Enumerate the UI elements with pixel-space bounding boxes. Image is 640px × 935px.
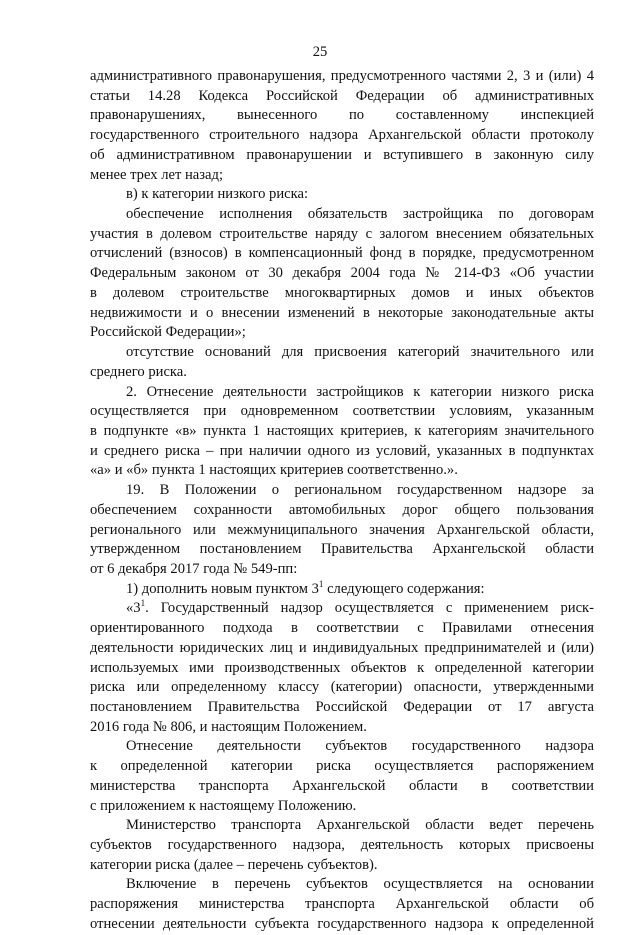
- text-line: категории риска (далее – перечень субъектов).: [90, 856, 378, 873]
- text-line: постановлением Правительства Российской Федерации от 17 августа: [90, 699, 594, 715]
- text-line: отсутствие оснований для присвоения категорий значительного или: [126, 344, 594, 361]
- text-line: в) к категории низкого риска:: [126, 186, 309, 203]
- text-line: Министерство транспорта Архангельской области ведет перечень: [126, 817, 594, 834]
- text-line: недвижимости и о внесении изменений в некоторые законодательные акты: [90, 304, 594, 321]
- text-line: Отнесение деятельности субъектов государственного надзора: [126, 738, 594, 755]
- text-line: от 6 декабря 2017 года № 549-пп:: [90, 560, 298, 577]
- text-line: в долевом строительстве многоквартирных домов и иных объектов: [90, 284, 594, 301]
- text-line: обеспечением сохранности автомобильных дорог общего пользования: [90, 501, 594, 518]
- text-line: среднего риска.: [90, 363, 187, 380]
- text-line: 2016 года № 806, и настоящим Положением.: [90, 718, 367, 735]
- text-line: министерства транспорта Архангельской области в соответствии: [90, 777, 594, 794]
- text-line: 2. Отнесение деятельности застройщиков к категории низкого риска: [126, 383, 594, 400]
- page-number: 25: [312, 44, 328, 60]
- document-body: [90, 67, 594, 935]
- text-line: распоряжения министерства транспорта Архангельской области об: [90, 896, 594, 913]
- text-line: участия в долевом строительстве наряду с залогом внесением обязательных: [90, 225, 594, 242]
- text-line: правонарушениях, вынесенного по составленному инспекцией: [90, 107, 594, 124]
- text-line: к определенной категории риска осуществляется распоряжением: [90, 758, 594, 775]
- text-line: «а» и «б» пункта 1 настоящих критериев соответственно.».: [90, 462, 458, 479]
- text-line: государственного строительного надзора Архангельской области протоколу: [90, 127, 594, 144]
- text-line: утвержденном постановлением Правительства Архангельской области: [90, 541, 594, 558]
- text-line: статьи 14.28 Кодекса Российской Федерации об административных: [90, 87, 594, 104]
- text-line: с приложением к настоящему Положению.: [90, 797, 357, 814]
- text-line: Включение в перечень субъектов осуществляется на основании: [126, 876, 594, 893]
- text-line: 1) дополнить новым пунктом $3^1$ следующего содержания:: [126, 579, 485, 597]
- text-line: Российской Федерации»;: [90, 324, 246, 341]
- text-line: и среднего риска – при наличии одного из условий, указанных в подпунктах: [90, 442, 594, 459]
- text-line: «$3^1$. Государственный надзор осуществляется с применением риск-: [126, 599, 594, 617]
- text-line: менее трех лет назад;: [90, 166, 224, 183]
- text-line: административного правонарушения, предусмотренного частями 2, 3 и (или) 4: [90, 68, 594, 84]
- text-line: используемых ими производственных объектов к определенной категории: [90, 659, 594, 676]
- text-line: деятельности юридических лиц и индивидуальных предпринимателей и (или): [90, 639, 594, 656]
- text-line: обеспечение исполнения обязательств застройщика по договорам: [126, 206, 594, 223]
- text-line: отнесении деятельности субъекта государственного надзора к определенной: [90, 915, 594, 932]
- text-line: субъектов государственного надзора, деятельность которых присвоены: [90, 837, 594, 854]
- text-line: об административном правонарушении и вступившего в законную силу: [90, 146, 594, 163]
- text-line: риска или определенному классу (категории) опасности, утвержденными: [90, 679, 594, 696]
- text-line: 19. В Положении о региональном государственном надзоре за: [126, 482, 594, 499]
- text-line: осуществляется при одновременном соответствии условиям, указанным: [90, 403, 594, 420]
- text-line: отчислений (взносов) в компенсационный фонд в порядке, предусмотренном: [90, 245, 594, 262]
- text-line: ориентированного подхода в соответствии с Правилами отнесения: [90, 620, 594, 637]
- text-line: Федеральным законом от 30 декабря 2004 года № 214-ФЗ «Об участии: [90, 265, 594, 282]
- text-line: регионального или межмуниципального значения Архангельской области,: [90, 521, 594, 538]
- text-line: в подпункте «в» пункта 1 настоящих критериев, к категориям значительного: [90, 422, 594, 439]
